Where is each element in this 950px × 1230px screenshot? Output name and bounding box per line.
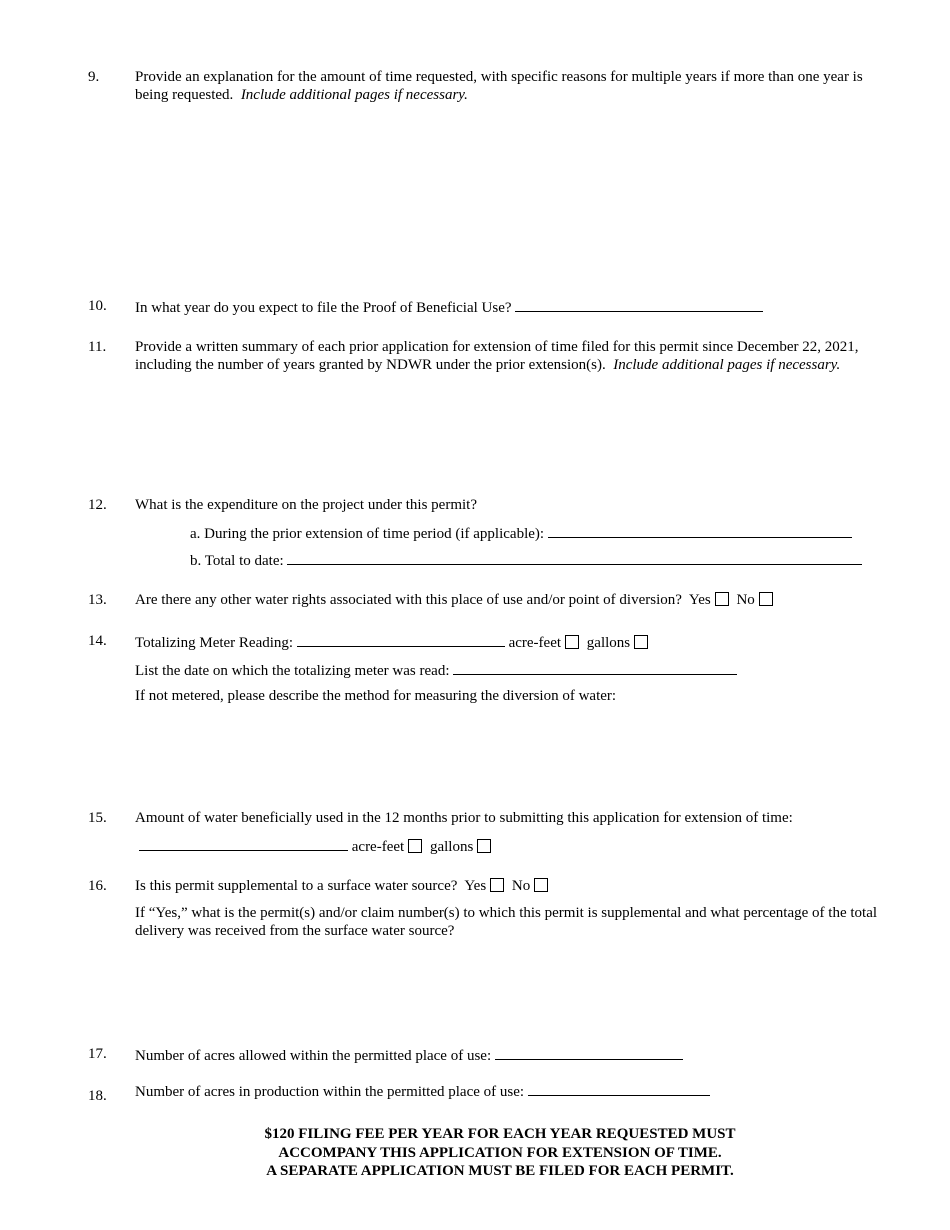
meter-date-field[interactable] <box>453 660 737 675</box>
question-number: 16. <box>88 878 107 894</box>
no-label: No <box>736 592 755 608</box>
question-number: 18. <box>88 1088 107 1104</box>
no-checkbox[interactable] <box>534 878 548 892</box>
question-text <box>135 297 880 317</box>
meter-reading-field[interactable] <box>297 632 505 647</box>
footer-line-2: ACCOMPANY THIS APPLICATION FOR EXTENSION OF TIME. <box>278 1144 722 1161</box>
question-text <box>135 877 880 895</box>
question-12a <box>190 523 852 543</box>
no-checkbox[interactable] <box>759 592 773 606</box>
acre-feet-label: acre-feet <box>351 839 405 855</box>
question-15-text: Amount of water beneficially used in the 12 months prior to submitting this application for extension of time: <box>135 810 793 826</box>
question-11-text: Provide a written summary of each prior application for extension of time filed for this permit since December 22, 2021, including the number of years granted by NDWR under the prior extension(s). <box>135 339 859 373</box>
question-14-date <box>135 660 737 680</box>
question-text <box>135 1045 880 1065</box>
question-12-text: What is the expenditure on the project under this permit? <box>135 497 477 513</box>
question-16-text: Is this permit supplemental to a surface water source? <box>135 878 458 894</box>
question-number: 9. <box>88 69 100 85</box>
question-15-amount <box>139 836 495 856</box>
question-12a-text: a. During the prior extension of time period (if applicable): <box>190 526 545 542</box>
acre-feet-label: acre-feet <box>508 635 562 651</box>
gallons-checkbox[interactable] <box>634 635 648 649</box>
prior-expenditure-field[interactable] <box>548 523 852 538</box>
question-text <box>135 591 880 609</box>
yes-label: Yes <box>464 878 487 894</box>
yes-checkbox[interactable] <box>490 878 504 892</box>
acres-allowed-field[interactable] <box>495 1045 683 1060</box>
proof-year-field[interactable] <box>515 297 763 312</box>
gallons-checkbox[interactable] <box>477 839 491 853</box>
question-16-followup: If “Yes,” what is the permit(s) and/or claim number(s) to which this permit is supplemental and what percentage of the total delivery was received from the surface water source? <box>135 905 878 939</box>
total-expenditure-field[interactable] <box>287 550 862 565</box>
acres-production-field[interactable] <box>528 1081 710 1096</box>
filing-fee-notice <box>0 1125 950 1181</box>
note-text: Include additional pages if necessary. <box>240 87 468 103</box>
question-number: 12. <box>88 497 107 513</box>
question-text <box>135 632 880 652</box>
acre-feet-checkbox[interactable] <box>408 839 422 853</box>
water-amount-field[interactable] <box>139 836 348 851</box>
question-17-text: Number of acres allowed within the permitted place of use: <box>135 1048 492 1064</box>
footer-line-3: A SEPARATE APPLICATION MUST BE FILED FOR EACH PERMIT. <box>266 1163 734 1179</box>
question-text <box>135 68 880 104</box>
question-number: 11. <box>88 339 107 355</box>
question-number: 17. <box>88 1046 107 1062</box>
meter-date-text: List the date on which the totalizing meter was read: <box>135 663 450 679</box>
note-text: Include additional pages if necessary. <box>613 357 841 373</box>
question-14-text: Totalizing Meter Reading: <box>135 635 294 651</box>
question-number: 14. <box>88 633 107 649</box>
yes-label: Yes <box>688 592 711 608</box>
question-number: 15. <box>88 810 107 826</box>
question-text <box>135 1081 880 1101</box>
meter-method-text: If not metered, please describe the method for measuring the diversion of water: <box>135 688 617 704</box>
question-12b <box>190 550 862 570</box>
yes-checkbox[interactable] <box>715 592 729 606</box>
question-number: 13. <box>88 592 107 608</box>
question-number: 10. <box>88 298 107 314</box>
question-10-text: In what year do you expect to file the Proof of Beneficial Use? <box>135 300 512 316</box>
question-9-text: Provide an explanation for the amount of time requested, with specific reasons for multiple years if more than one year is being requested. <box>135 69 863 103</box>
no-label: No <box>511 878 531 894</box>
gallons-label: gallons <box>586 635 631 651</box>
question-18-text: Number of acres in production within the permitted place of use: <box>135 1084 525 1100</box>
gallons-label: gallons <box>429 839 474 855</box>
acre-feet-checkbox[interactable] <box>565 635 579 649</box>
footer-line-1: $120 FILING FEE PER YEAR FOR EACH YEAR REQUESTED MUST <box>264 1126 736 1142</box>
question-13-text: Are there any other water rights associated with this place of use and/or point of diversion? <box>135 592 682 608</box>
question-12b-text: b. Total to date: <box>190 553 284 569</box>
question-text <box>135 338 880 374</box>
